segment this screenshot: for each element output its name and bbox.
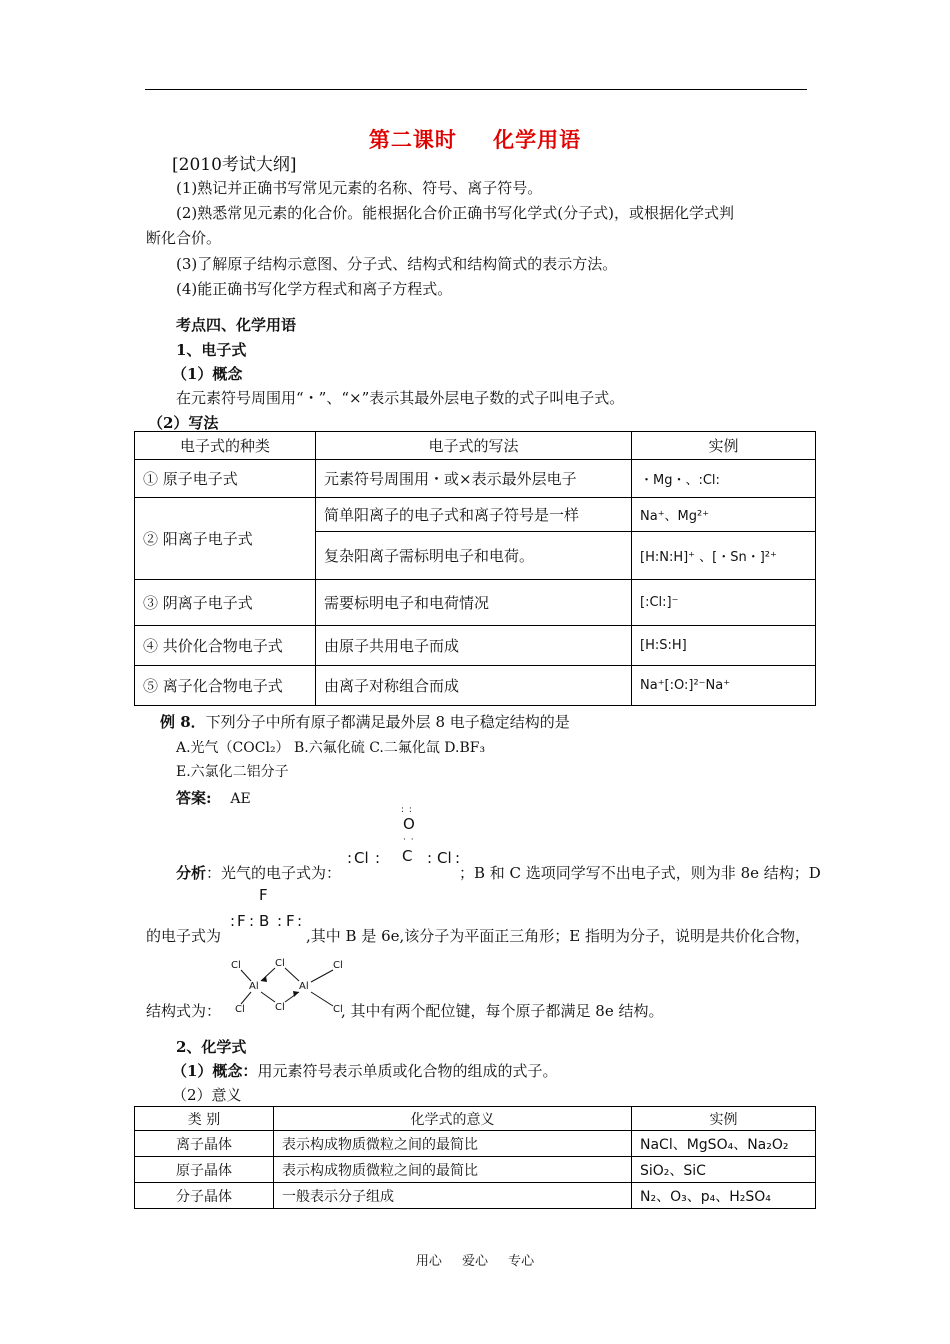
- cell-meaning: 表示构成物质微粒之间的最简比: [274, 1157, 632, 1183]
- cell-example: N₂、O₃、p₄、H₂SO₄: [632, 1183, 816, 1209]
- analysis-text: 结构式为：: [146, 1002, 222, 1020]
- outline-item: 断化合价。: [146, 229, 222, 247]
- cell-type: 离子晶体: [135, 1131, 274, 1157]
- cell-method: 由离子对称组合而成: [316, 666, 632, 706]
- example-question: [160, 711, 570, 732]
- example-options: E.六氯化二铝分子: [176, 764, 289, 780]
- table-header: 电子式的写法: [316, 432, 632, 460]
- analysis-text: ：光气的电子式为：: [206, 864, 342, 882]
- table-row: [135, 1183, 816, 1209]
- outline-heading: [2010考试大纲]: [172, 155, 297, 175]
- page-title: [0, 124, 950, 154]
- subsection-heading: 2、化学式: [176, 1038, 247, 1056]
- cell-method: 需要标明电子和电荷情况: [316, 580, 632, 626]
- table-header: 实例: [632, 1107, 816, 1131]
- footer-text: 爱心: [461, 1254, 488, 1269]
- analysis-text: ；B 和 C 选项同学写不出电子式，则为非 8e 结构；D: [459, 864, 821, 882]
- answer-label: 答案:: [176, 789, 212, 807]
- section-heading: 考点四、化学用语: [176, 316, 297, 334]
- cell-example: NaCl、MgSO₄、Na₂O₂: [632, 1131, 816, 1157]
- analysis-label: 分析: [176, 864, 207, 882]
- cell-example: ・Mg・、:Cl:: [632, 460, 816, 498]
- table-row: [135, 498, 816, 532]
- table-header: 类 别: [135, 1107, 274, 1131]
- bf3-electron-formula: F B F F : : : :: [230, 886, 303, 930]
- atom-label: B: [259, 912, 270, 930]
- cell-type: ② 阳离子电子式: [135, 498, 316, 580]
- outline-item: (2)熟悉常见元素的化合价。能根据化合价正确书写化学式(分子式)，或根据化学式判: [176, 204, 734, 222]
- cell-method: 简单阳离子的电子式和离子符号是一样: [316, 498, 632, 532]
- meaning-label: （2）意义: [172, 1086, 242, 1104]
- table-header: 电子式的种类: [135, 432, 316, 460]
- page-footer: [0, 1250, 950, 1269]
- cell-meaning: 一般表示分子组成: [274, 1183, 632, 1209]
- cell-type: 原子晶体: [135, 1157, 274, 1183]
- atom-label: Cl: [437, 849, 452, 867]
- atom-label: Cl: [275, 1002, 285, 1013]
- atom-label: F: [259, 886, 268, 904]
- atom-label: Cl: [231, 960, 241, 971]
- outline-item: (4)能正确书写化学方程式和离子方程式。: [176, 280, 453, 298]
- al2cl6-structure: [225, 950, 350, 1025]
- analysis-text: ,其中 B 是 6e,该分子为平面正三角形；E 指明为分子，说明是共价化合物，: [306, 927, 811, 945]
- analysis-text: , 其中有两个配位键，每个原子都满足 8e 结构。: [341, 1002, 664, 1020]
- concept-label: （1）概念: [172, 365, 243, 383]
- footer-text: 专心: [508, 1254, 535, 1269]
- atom-label: Cl: [235, 1004, 245, 1015]
- table-header: 实例: [632, 432, 816, 460]
- cell-method: 复杂阳离子需标明电子和电荷。: [316, 532, 632, 580]
- cell-type: ③ 阴离子电子式: [135, 580, 316, 626]
- analysis-text: 的电子式为: [146, 927, 222, 945]
- cell-example: [H:N:H]⁺ 、[・Sn・]²⁺: [632, 532, 816, 580]
- atom-label: F: [286, 912, 295, 930]
- atom-label: O: [403, 815, 415, 833]
- table-row: [135, 1131, 816, 1157]
- table-row: [135, 460, 816, 498]
- cell-example: Na⁺[:O:]²⁻Na⁺: [632, 666, 816, 706]
- cell-type: 分子晶体: [135, 1183, 274, 1209]
- analysis-line: [176, 862, 341, 883]
- atom-label: Cl: [333, 1004, 343, 1015]
- atom-label: C: [402, 847, 413, 865]
- footer-text: 用心: [415, 1254, 442, 1269]
- example-question-text: 下列分子中所有原子都满足最外层 8 电子稳定结构的是: [205, 713, 570, 731]
- table-header-row: [135, 432, 816, 460]
- example-label: 例 8．: [160, 713, 206, 731]
- cell-example: [H:S:H]: [632, 626, 816, 666]
- cell-method: 由原子共用电子而成: [316, 626, 632, 666]
- atom-label: Cl: [275, 958, 285, 969]
- cell-method: 元素符号周围用・或×表示最外层电子: [316, 460, 632, 498]
- atom-label: Cl: [354, 849, 369, 867]
- phosgene-electron-formula: : : O · · C Cl Cl : : : :: [347, 805, 461, 867]
- cell-type: ① 原子电子式: [135, 460, 316, 498]
- cell-example: Na⁺、Mg²⁺: [632, 498, 816, 532]
- table-row: [135, 666, 816, 706]
- subsection-heading: 1、电子式: [176, 341, 247, 359]
- formula-concept: [172, 1060, 557, 1081]
- cell-type: ⑤ 离子化合物电子式: [135, 666, 316, 706]
- concept-text: 在元素符号周围用“・”、“×”表示其最外层电子数的式子叫电子式。: [176, 389, 625, 407]
- example-options: A.光气（COCl₂） B.六氟化硫 C.二氟化氙 D.BF₃: [176, 740, 486, 756]
- cell-example: [:Cl:]⁻: [632, 580, 816, 626]
- electron-formula-table: [134, 431, 816, 706]
- outline-item: (3)了解原子结构示意图、分子式、结构式和结构简式的表示方法。: [176, 255, 618, 273]
- outline-item: (1)熟记并正确书写常见元素的名称、符号、离子符号。: [176, 179, 543, 197]
- title-part2: 化学用语: [493, 127, 582, 152]
- table-header-row: [135, 1107, 816, 1131]
- writing-label: （2）写法: [148, 414, 219, 432]
- atom-label: F: [237, 912, 246, 930]
- answer-value: AE: [230, 791, 251, 807]
- cell-example: SiO₂、SiC: [632, 1157, 816, 1183]
- concept-text: 用元素符号表示单质或化合物的组成的式子。: [257, 1062, 558, 1080]
- cell-type: ④ 共价化合物电子式: [135, 626, 316, 666]
- header-rule: [145, 89, 807, 90]
- formula-meaning-table: [134, 1106, 816, 1209]
- concept-label: （1）概念：: [172, 1062, 258, 1080]
- atom-label: Al: [249, 981, 259, 992]
- answer-line: [176, 787, 251, 808]
- atom-label: Cl: [333, 960, 343, 971]
- table-row: [135, 1157, 816, 1183]
- table-header: 化学式的意义: [274, 1107, 632, 1131]
- title-part1: 第二课时: [368, 127, 457, 152]
- atom-label: Al: [299, 981, 309, 992]
- cell-meaning: 表示构成物质微粒之间的最简比: [274, 1131, 632, 1157]
- table-row: [135, 626, 816, 666]
- table-row: [135, 580, 816, 626]
